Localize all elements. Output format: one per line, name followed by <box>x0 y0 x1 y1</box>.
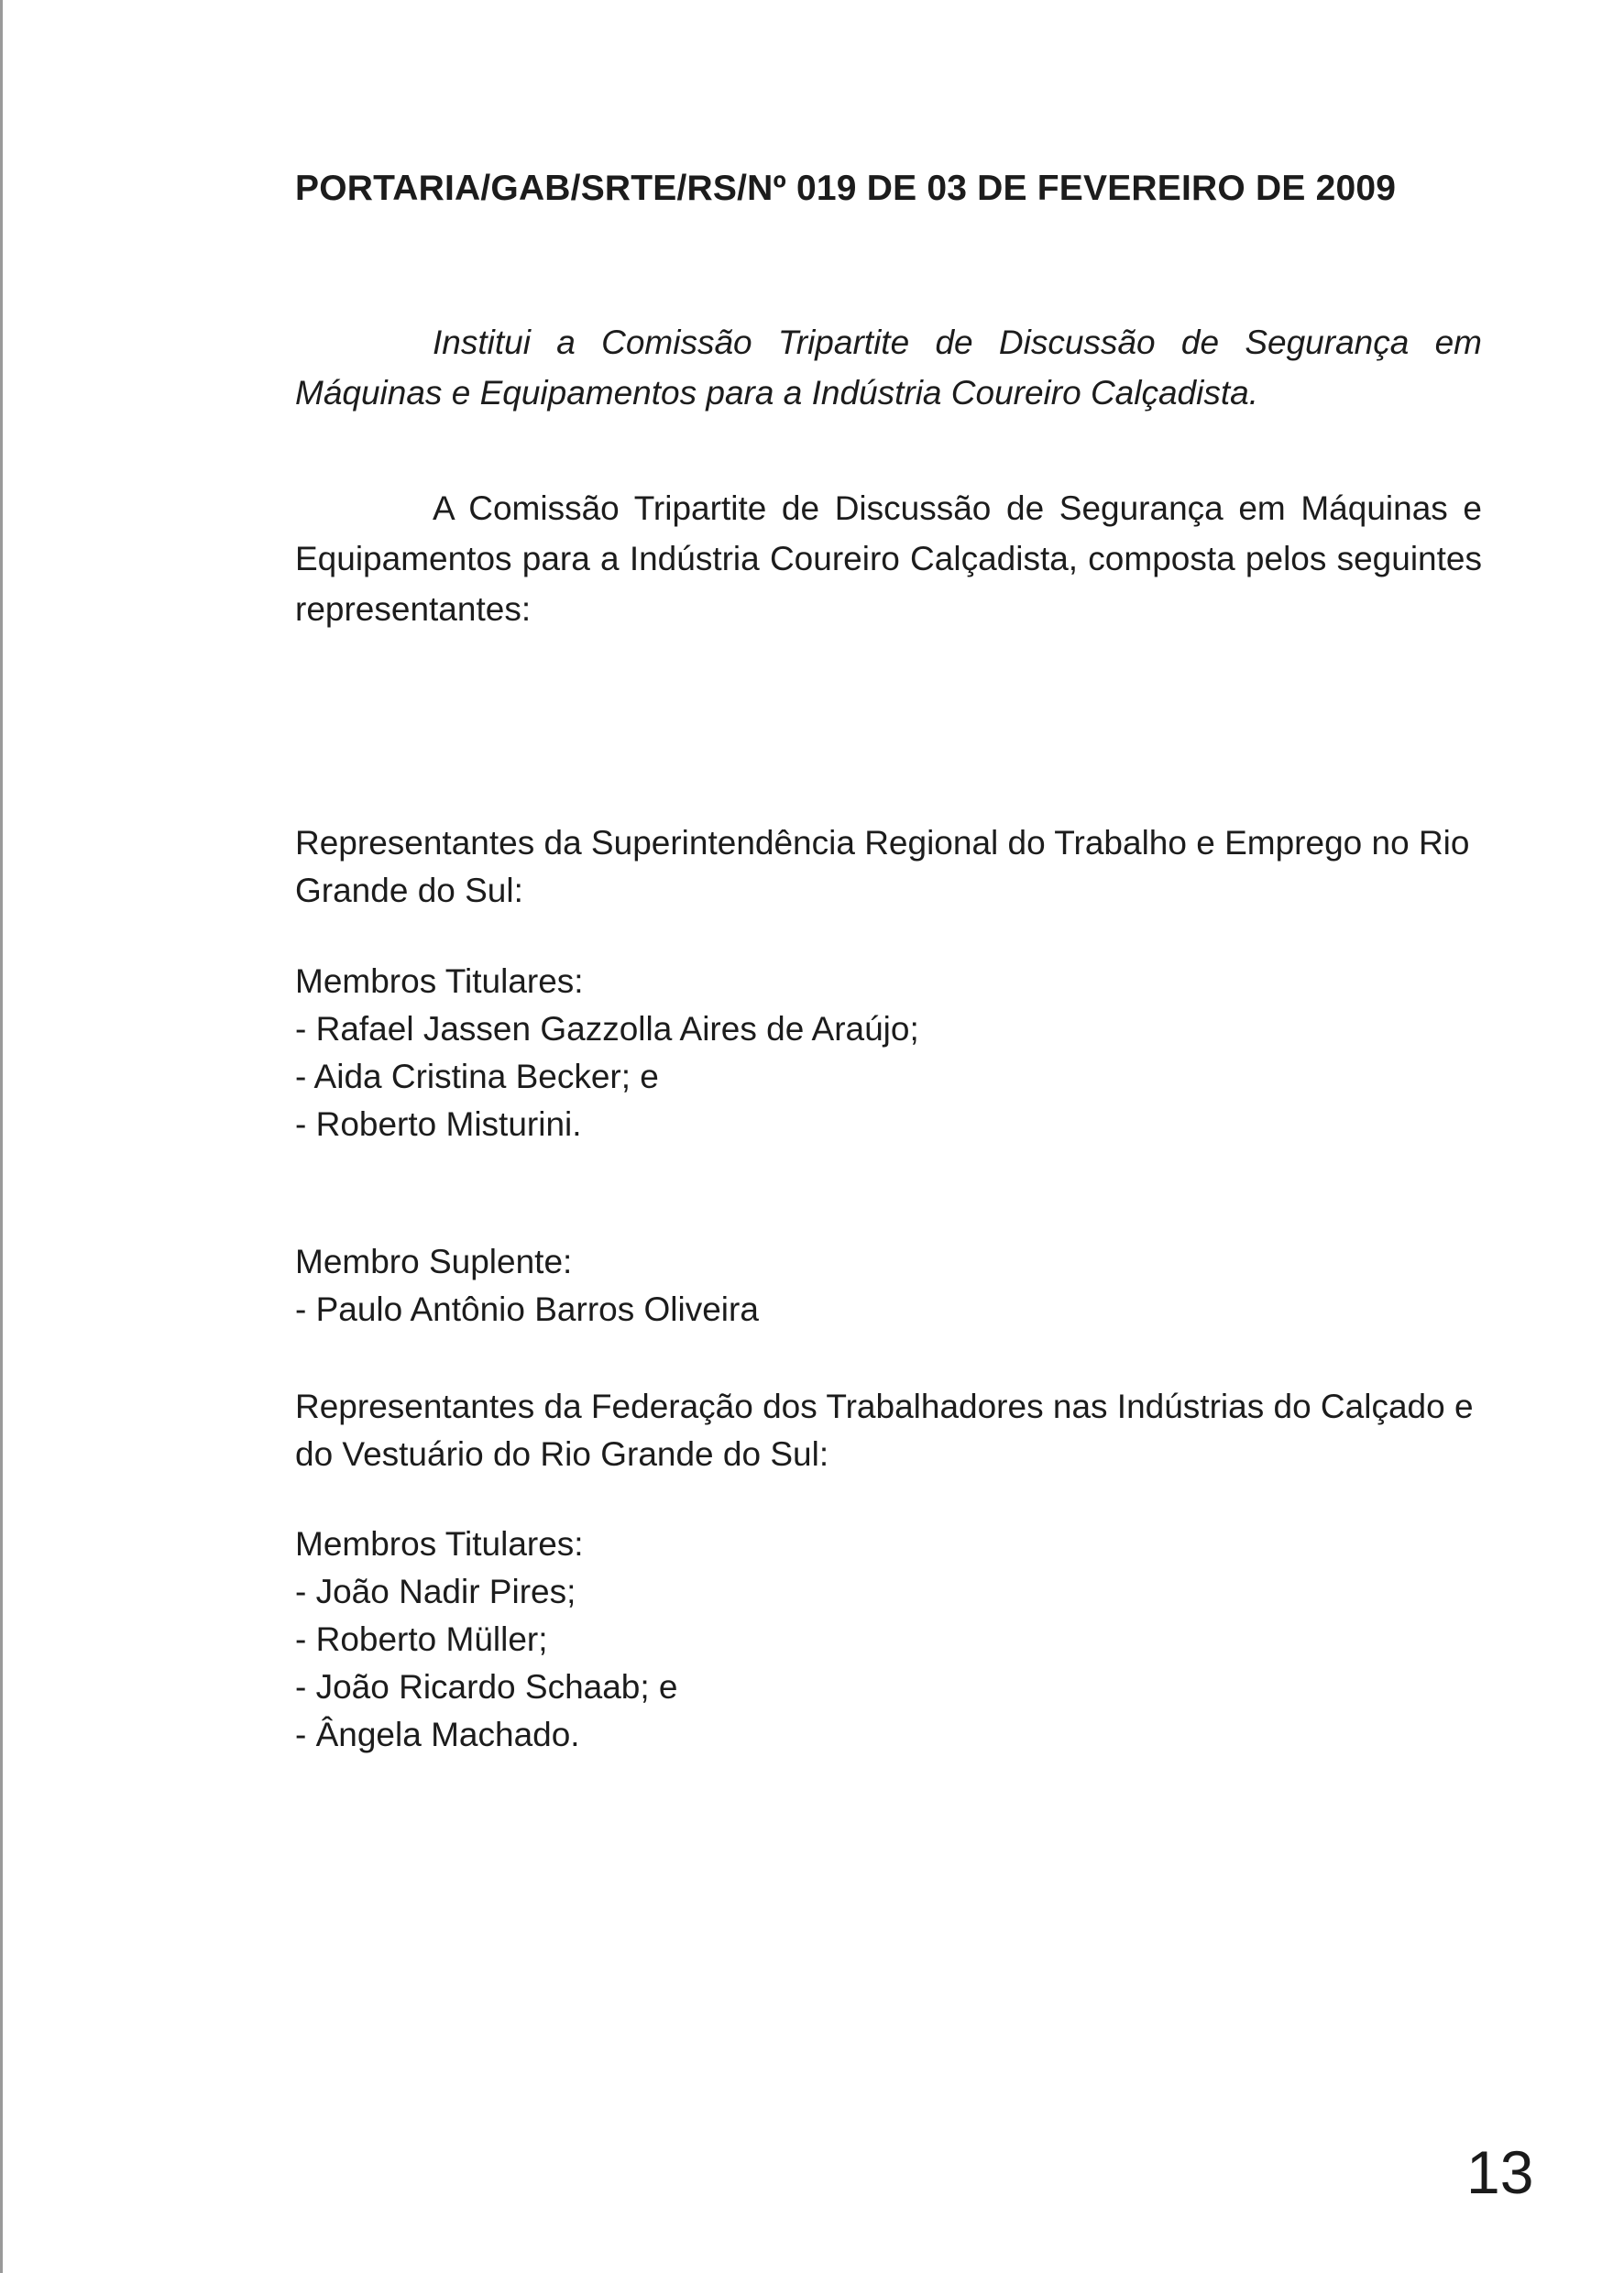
list-item: - Rafael Jassen Gazzolla Aires de Araújo; <box>295 1010 919 1048</box>
list-item: - Roberto Müller; <box>295 1620 548 1658</box>
federacao-heading: Representantes da Federação dos Trabalhadores nas Indústrias do Calçado e do Vestuário do Rio Grande do Sul: <box>295 1388 1474 1473</box>
srte-suplente-label: Membro Suplente: <box>295 1243 573 1280</box>
srte-heading: Representantes da Superintendência Regional do Trabalho e Emprego no Rio Grande do Sul: <box>295 824 1470 909</box>
srte-suplente-list <box>295 1286 1482 1334</box>
list-item: - Roberto Misturini. <box>295 1105 582 1143</box>
page-number: 13 <box>1466 2138 1534 2206</box>
ementa-paragraph: Institui a Comissão Tripartite de Discussão de Segurança em Máquinas e Equipamentos para a Indústria Coureiro Calçadista. <box>295 324 1482 412</box>
list-item: - João Ricardo Schaab; e <box>295 1668 678 1706</box>
list-item: - Aida Cristina Becker; e <box>295 1058 659 1095</box>
document-title: PORTARIA/GAB/SRTE/RS/Nº 019 DE 03 DE FEVEREIRO DE 2009 <box>295 169 1397 208</box>
srte-suplente-section <box>295 1238 1482 1334</box>
list-item: - Ângela Machado. <box>295 1716 580 1753</box>
srte-titulares-list <box>295 1005 1482 1148</box>
federacao-titulares-label: Membros Titulares: <box>295 1525 584 1563</box>
srte-titulares-section <box>295 958 1482 1148</box>
list-item: - Paulo Antônio Barros Oliveira <box>295 1290 759 1328</box>
federacao-titulares-list <box>295 1568 1482 1759</box>
intro-paragraph: A Comissão Tripartite de Discussão de Segurança em Máquinas e Equipamentos para a Indústria Coureiro Calçadista, composta pelos seguintes representantes: <box>295 489 1482 628</box>
list-item: - João Nadir Pires; <box>295 1573 576 1610</box>
page-edge <box>0 0 3 2273</box>
srte-titulares-label: Membros Titulares: <box>295 962 584 1000</box>
federacao-titulares-section <box>295 1521 1482 1759</box>
